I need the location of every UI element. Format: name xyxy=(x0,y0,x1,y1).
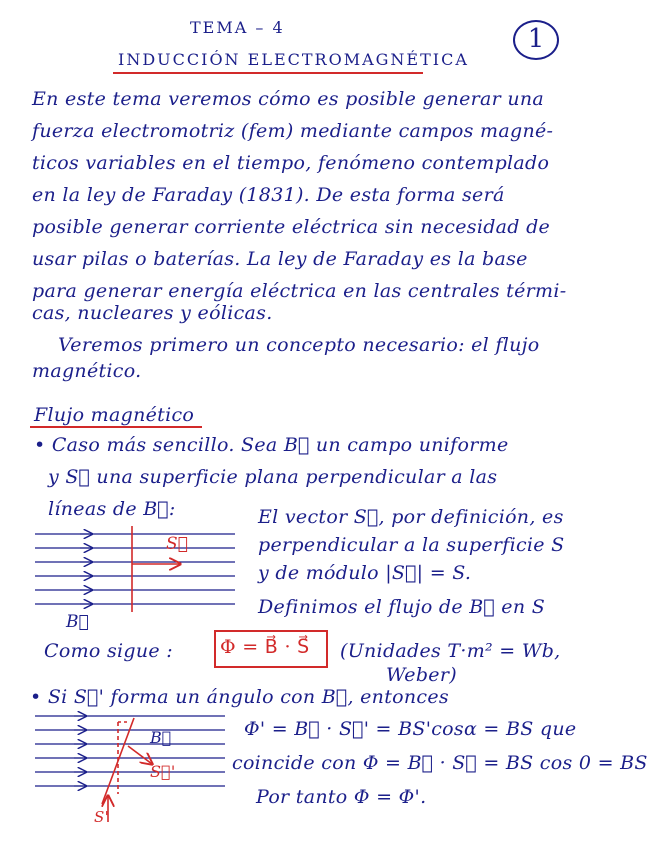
case1-line: • Caso más sencillo. Sea B⃗ un campo uniforme xyxy=(34,434,509,456)
flux-formula: Φ = B⃗ · S⃗ xyxy=(220,636,310,658)
como-sigue: Como sigue : xyxy=(44,640,173,662)
intro-line: cas, nucleares y eólicas. xyxy=(32,302,273,324)
title-underline xyxy=(113,72,423,74)
equation-1: Φ' = B⃗ · S⃗' = BS'cosα = BS que xyxy=(244,718,577,740)
s-vector-label: S⃗ xyxy=(166,534,189,554)
tema-label: TEMA – 4 xyxy=(190,18,285,37)
s-prime-label: S⃗' xyxy=(150,762,176,781)
intro-line: para generar energía eléctrica en las centrales térmi- xyxy=(32,280,567,302)
section-title: Flujo magnético xyxy=(34,404,195,426)
define-flux: Definimos el flujo de B⃗ en S xyxy=(258,596,546,618)
intro-line: en la ley de Faraday (1831). De esta forma será xyxy=(32,184,505,206)
section-underline xyxy=(30,426,202,428)
intro-line: ticos variables en el tiempo, fenómeno contemplado xyxy=(32,152,550,174)
concept-line: Veremos primero un concepto necesario: el flujo xyxy=(58,334,540,356)
vector-s-line: El vector S⃗, por definición, es xyxy=(258,506,564,528)
vector-s-line: y de módulo |S⃗| = S. xyxy=(258,562,472,584)
units-line: (Unidades T·m² = Wb, xyxy=(340,640,561,662)
units-line: Weber) xyxy=(386,664,457,686)
vector-s-line: perpendicular a la superficie S xyxy=(258,534,565,556)
field-diagram-perpendicular xyxy=(30,522,260,622)
case1-line: líneas de B⃗: xyxy=(48,498,176,520)
page-number-circle: 1 xyxy=(513,20,559,60)
page-title: INDUCCIÓN ELECTROMAGNÉTICA xyxy=(118,50,469,69)
field-diagram-angled xyxy=(30,708,240,828)
case1-line: y S⃗ una superficie plana perpendicular a las xyxy=(48,466,498,488)
intro-line: fuerza electromotriz (fem) mediante campos magné- xyxy=(32,120,554,142)
case2-line: • Si S⃗' forma un ángulo con B⃗, entonces xyxy=(30,686,449,708)
b-vector-label-2: B⃗ xyxy=(150,728,172,747)
b-vector-label: B⃗ xyxy=(66,612,89,632)
concept-line: magnético. xyxy=(32,360,142,382)
intro-line: posible generar corriente eléctrica sin necesidad de xyxy=(32,216,551,238)
s-prime-bottom-label: S' xyxy=(94,808,109,826)
equation-2: coincide con Φ = B⃗ · S⃗ = BS cos 0 = BS xyxy=(232,752,648,774)
intro-line: usar pilas o baterías. La ley de Faraday es la base xyxy=(32,248,528,270)
intro-line: En este tema veremos cómo es posible generar una xyxy=(32,88,545,110)
equation-3: Por tanto Φ = Φ'. xyxy=(256,786,427,808)
